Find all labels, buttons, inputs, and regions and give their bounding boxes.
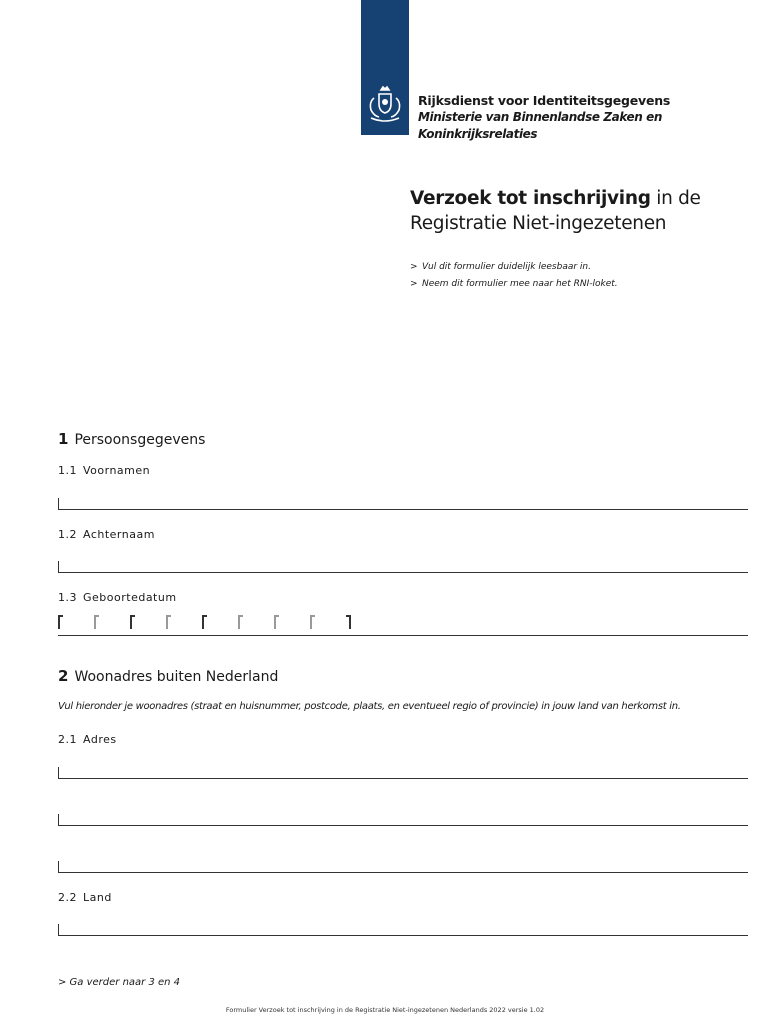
section-number: 2 xyxy=(58,667,69,685)
field-label-achternaam xyxy=(58,528,155,541)
section-number: 1 xyxy=(58,430,69,448)
field-label-text: Geboortedatum xyxy=(83,591,177,604)
field-label-text: Voornamen xyxy=(83,464,151,477)
page-footer: Formulier Verzoek tot inschrijving in de Registratie Niet-ingezetenen Nederlands 2022 versie 1.02 xyxy=(225,1006,545,1014)
land-input[interactable] xyxy=(58,924,748,936)
date-year-box[interactable] xyxy=(274,615,279,629)
date-month-box[interactable] xyxy=(130,615,135,629)
intro-text: Vul dit formulier duidelijk leesbaar in. xyxy=(422,262,591,272)
section-2-note: Vul hieronder je woonadres (straat en huisnummer, postcode, plaats, en eventueel regio of provincie) in jouw land van herkomst in. xyxy=(58,701,681,712)
intro-item xyxy=(410,276,618,293)
date-month-box[interactable] xyxy=(166,615,171,629)
form-title-bold: Verzoek tot inschrijving xyxy=(410,188,651,209)
field-label-voornamen xyxy=(58,464,150,477)
section-2-title xyxy=(58,667,278,685)
adres-input-line-3[interactable] xyxy=(58,861,748,873)
arrow-icon: > xyxy=(410,279,418,289)
continue-note: > Ga verder naar 3 en 4 xyxy=(58,977,181,988)
org-line-3: Koninkrijksrelaties xyxy=(418,127,538,141)
intro-instructions xyxy=(410,259,618,293)
date-day-box[interactable] xyxy=(58,615,63,629)
arrow-icon: > xyxy=(410,262,418,272)
field-number: 1.3 xyxy=(58,591,77,604)
field-label-text: Achternaam xyxy=(83,528,155,541)
section-1-title xyxy=(58,430,205,448)
logo-bar xyxy=(361,0,409,135)
field-label-text: Adres xyxy=(83,733,117,746)
field-number: 1.1 xyxy=(58,464,77,477)
org-line-1: Rijksdienst voor Identiteitsgegevens xyxy=(418,93,671,108)
field-number: 1.2 xyxy=(58,528,77,541)
field-number: 2.1 xyxy=(58,733,77,746)
geboortedatum-input[interactable] xyxy=(58,612,748,636)
field-label-text: Land xyxy=(83,891,112,904)
field-label-land xyxy=(58,891,112,904)
date-year-box[interactable] xyxy=(310,615,315,629)
date-year-box[interactable] xyxy=(238,615,243,629)
achternaam-input[interactable] xyxy=(58,561,748,573)
royal-coat-of-arms-icon xyxy=(365,84,405,124)
form-title-rest: in de xyxy=(650,188,701,209)
section-title-text: Persoonsgegevens xyxy=(74,432,206,448)
org-line-2: Ministerie van Binnenlandse Zaken en xyxy=(418,110,663,124)
form-title xyxy=(410,186,701,236)
adres-input-line-2[interactable] xyxy=(58,814,748,826)
date-day-box[interactable] xyxy=(94,615,99,629)
form-title-line2: Registratie Niet-ingezetenen xyxy=(410,213,667,234)
intro-item xyxy=(410,259,618,276)
field-number: 2.2 xyxy=(58,891,77,904)
organisation-name xyxy=(418,92,670,143)
voornamen-input[interactable] xyxy=(58,498,748,510)
section-title-text: Woonadres buiten Nederland xyxy=(74,669,279,685)
field-label-adres xyxy=(58,733,117,746)
intro-text: Neem dit formulier mee naar het RNI-loket. xyxy=(422,279,618,289)
date-year-box[interactable] xyxy=(202,615,207,629)
adres-input-line-1[interactable] xyxy=(58,767,748,779)
date-end-mark xyxy=(346,615,351,629)
field-label-geboortedatum xyxy=(58,591,177,604)
